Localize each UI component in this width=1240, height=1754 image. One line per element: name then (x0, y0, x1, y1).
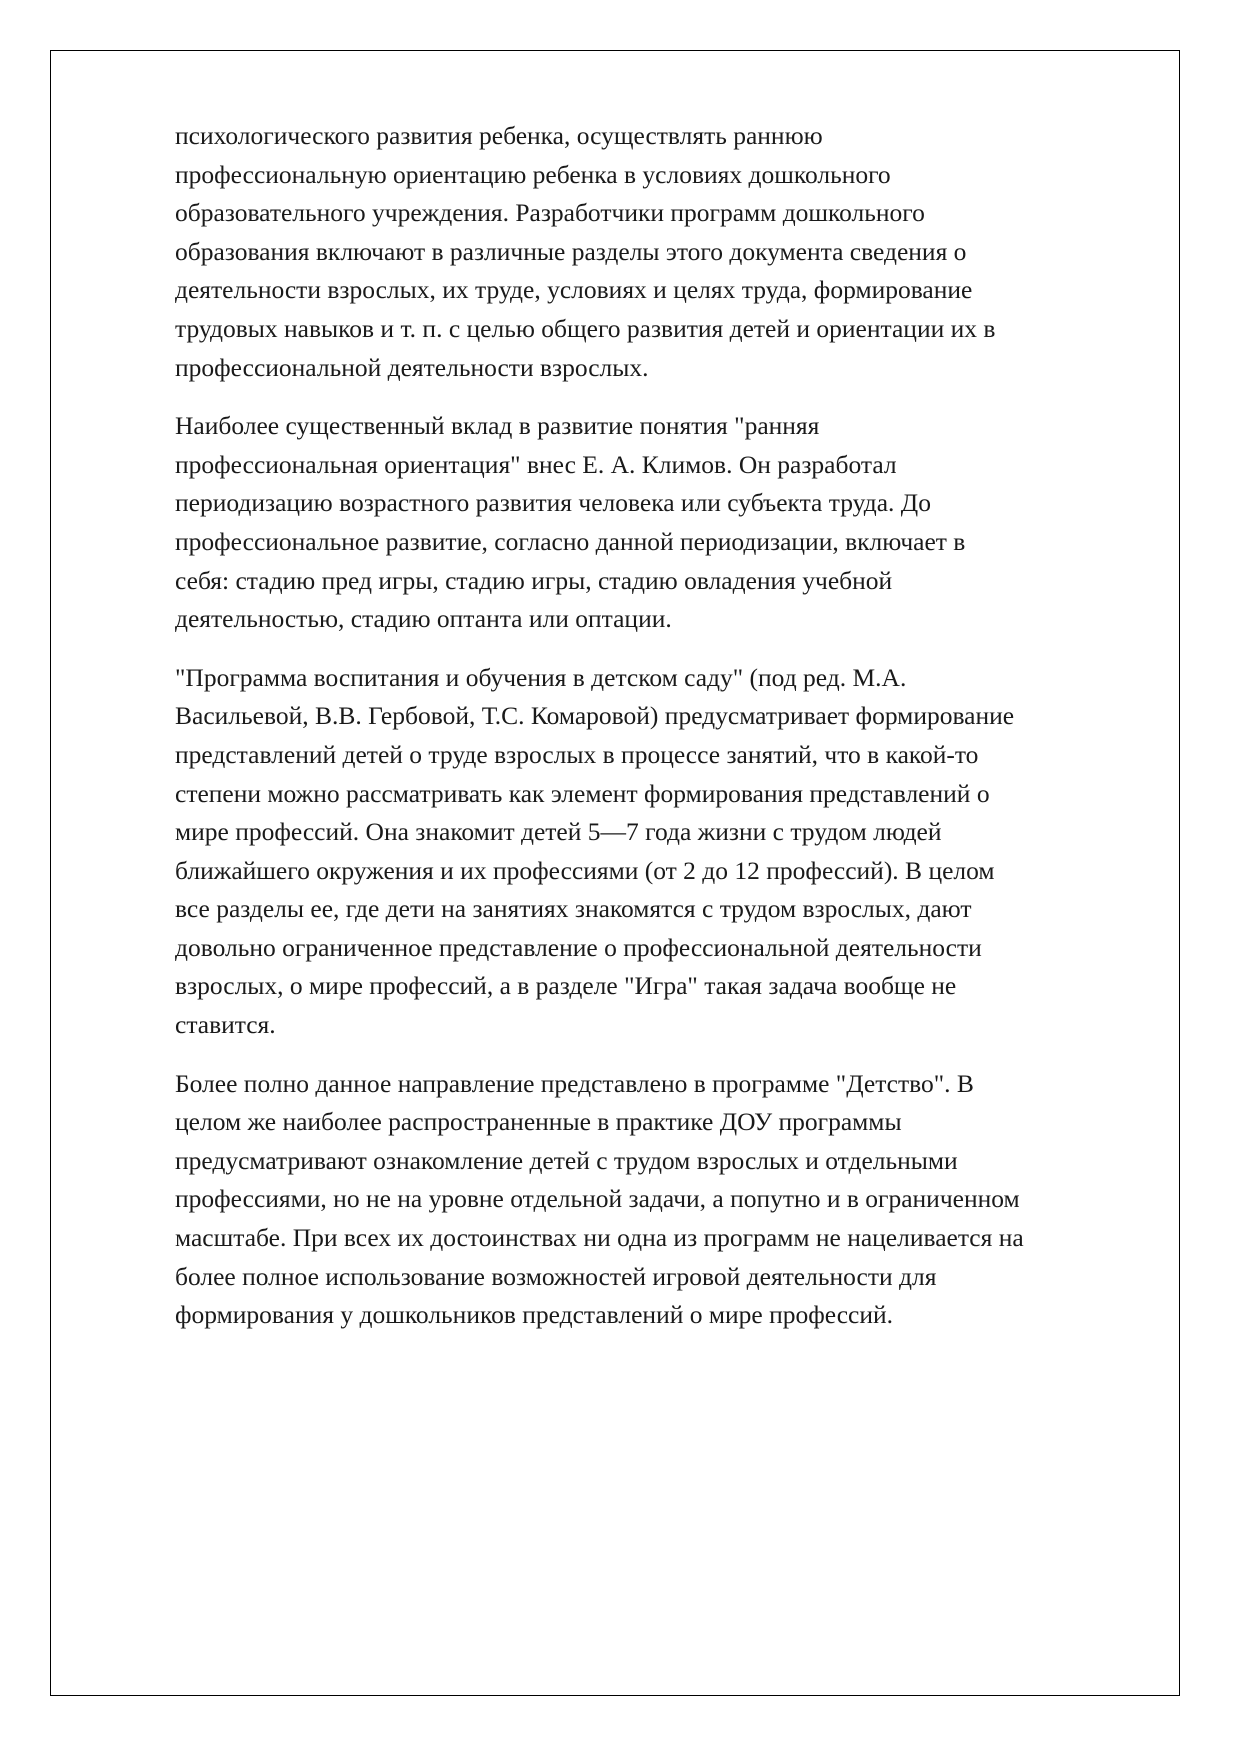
text-line: Более полно данное направление представлено в программе "Детство". В (175, 1068, 974, 1098)
text-line: предусматривают ознакомление детей с трудом взрослых и отдельными (175, 1145, 958, 1175)
paragraph-4 (175, 1065, 1175, 1335)
text-line: ставится. (175, 1010, 276, 1040)
text-line: более полное использование возможностей игровой деятельности для (175, 1261, 937, 1291)
text-line: себя: стадию пред игры, стадию игры, стадию овладения учебной (175, 565, 893, 595)
text-line: профессиональную ориентацию ребенка в условиях дошкольного (175, 159, 891, 189)
paragraph-1 (175, 117, 1175, 387)
text-line: ближайшего окружения и их профессиями (от 2 до 12 профессий). В целом (175, 855, 995, 885)
text-line: мире профессий. Она знакомит детей 5—7 года жизни с трудом людей (175, 817, 942, 847)
text-line: довольно ограниченное представление о профессиональной деятельности (175, 932, 982, 962)
text-line: профессиями, но не на уровне отдельной задачи, а попутно и в ограниченном (175, 1184, 1020, 1214)
text-line: Наиболее существенный вклад в развитие понятия "ранняя (175, 411, 820, 441)
text-line: психологического развития ребенка, осуществлять раннюю (175, 121, 823, 150)
text-line: периодизацию возрастного развития человека или субъекта труда. До (175, 488, 931, 518)
text-line: масштабе. При всех их достоинствах ни одна из программ не нацеливается на (175, 1223, 1024, 1253)
paragraph-3 (175, 659, 1175, 1045)
text-line: формирования у дошкольников представлений о мире профессий. (175, 1300, 894, 1330)
text-line: деятельности взрослых, их труде, условиях и целях труда, формирование (175, 275, 973, 305)
text-line: образовательного учреждения. Разработчики программ дошкольного (175, 198, 925, 228)
text-line: представлений детей о труде взрослых в процессе занятий, что в какой-то (175, 739, 979, 769)
text-line: образования включают в различные разделы этого документа сведения о (175, 236, 967, 266)
text-line: деятельностью, стадию оптанта или оптации. (175, 604, 672, 634)
text-line: профессиональной деятельности взрослых. (175, 352, 649, 382)
text-line: целом же наиболее распространенные в практике ДОУ программы (175, 1107, 902, 1137)
text-line: "Программа воспитания и обучения в детском саду" (под ред. М.А. (175, 662, 907, 692)
text-line: профессиональная ориентация" внес Е. А. Климов. Он разработал (175, 449, 897, 479)
text-line: Васильевой, В.В. Гербовой, Т.С. Комаровой) предусматривает формирование (175, 701, 1015, 731)
text-line: все разделы ее, где дети на занятиях знакомятся с трудом взрослых, дают (175, 894, 972, 924)
text-line: степени можно рассматривать как элемент формирования представлений о (175, 778, 990, 808)
text-line: трудовых навыков и т. п. с целью общего развития детей и ориентации их в (175, 313, 996, 343)
text-line: взрослых, о мире профессий, а в разделе "Игра" такая задача вообще не (175, 971, 957, 1001)
text-line: профессиональное развитие, согласно данной периодизации, включает в (175, 526, 966, 556)
document-body (175, 117, 1175, 1355)
paragraph-2 (175, 407, 1175, 639)
